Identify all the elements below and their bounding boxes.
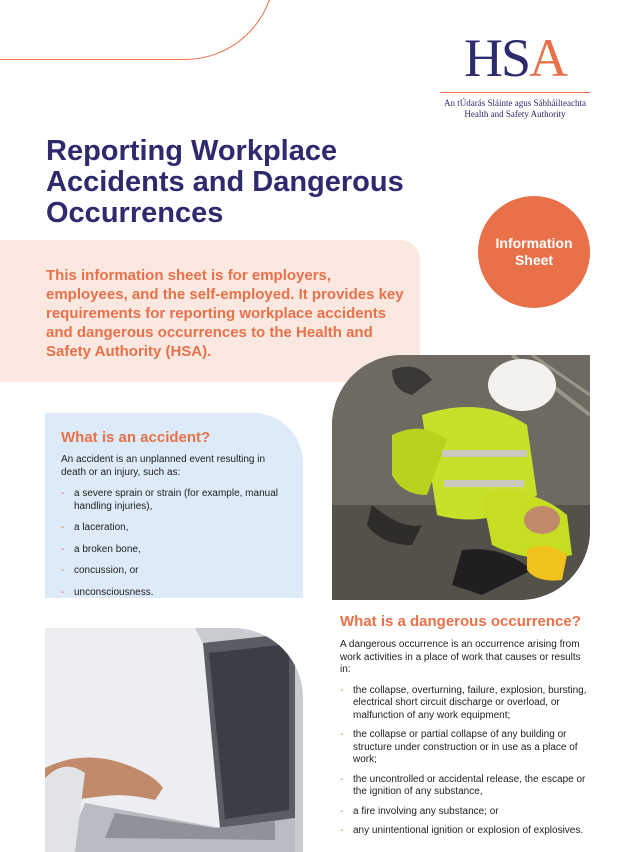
accident-heading: What is an accident?: [61, 429, 211, 446]
decorative-corner-arc: [0, 0, 275, 60]
accident-examples-list: [61, 488, 289, 599]
dangerous-occurrence-heading: What is a dangerous occurrence?: [340, 613, 581, 630]
logo-mark-right: A: [529, 28, 567, 88]
logo-english-name: Health and Safety Authority: [464, 109, 566, 119]
list-item: - a fire involving any substance; or: [340, 806, 590, 819]
page-title: Reporting Workplace Accidents and Dangerous Occurrences: [46, 135, 404, 229]
accident-definition: An accident is an unplanned event resulting in death or an injury, such as:: [61, 454, 266, 478]
what-is-an-accident-box: [45, 413, 303, 598]
information-sheet-badge: [478, 196, 590, 308]
list-item: - a laceration,: [61, 522, 289, 535]
list-item: - unconsciousness.: [61, 587, 289, 600]
dangerous-occurrence-list: [340, 685, 590, 838]
dangerous-occurrence-definition: A dangerous occurrence is an occurrence arising from work activities in a place of work that causes or results in:: [340, 639, 581, 675]
hsa-logo: [440, 30, 590, 120]
logo-irish-name: An tÚdarás Sláinte agus Sábháilteachta: [444, 98, 586, 108]
list-item: - the collapse, overturning, failure, explosion, bursting, electrical short circuit discharge or overload, or malfunction of any work equipment;: [340, 685, 590, 723]
logo-divider: [440, 92, 590, 93]
badge-label: Information Sheet: [495, 235, 573, 268]
what-is-a-dangerous-occurrence-section: [340, 613, 590, 845]
logo-mark: [440, 30, 590, 86]
logo-mark-left: HS: [463, 28, 530, 88]
workplace-accident-photo: [332, 355, 590, 600]
intro-paragraph: This information sheet is for employers, employees, and the self-employed. It provides key requirements for reporting workplace accidents and dangerous occurrences to the Health and Safety Authority (HSA).: [46, 267, 404, 360]
list-item: - the uncontrolled or accidental release, the escape or the ignition of any substance,: [340, 774, 590, 799]
list-item: - a broken bone,: [61, 544, 289, 557]
list-item: - concussion, or: [61, 565, 289, 578]
list-item: - any unintentional ignition or explosion of explosives.: [340, 825, 590, 838]
list-item: - a severe sprain or strain (for example, manual handling injuries),: [61, 488, 289, 513]
list-item: - the collapse or partial collapse of any building or structure under construction or in use as a place of work;: [340, 729, 590, 767]
laptop-typing-photo: [45, 628, 303, 852]
